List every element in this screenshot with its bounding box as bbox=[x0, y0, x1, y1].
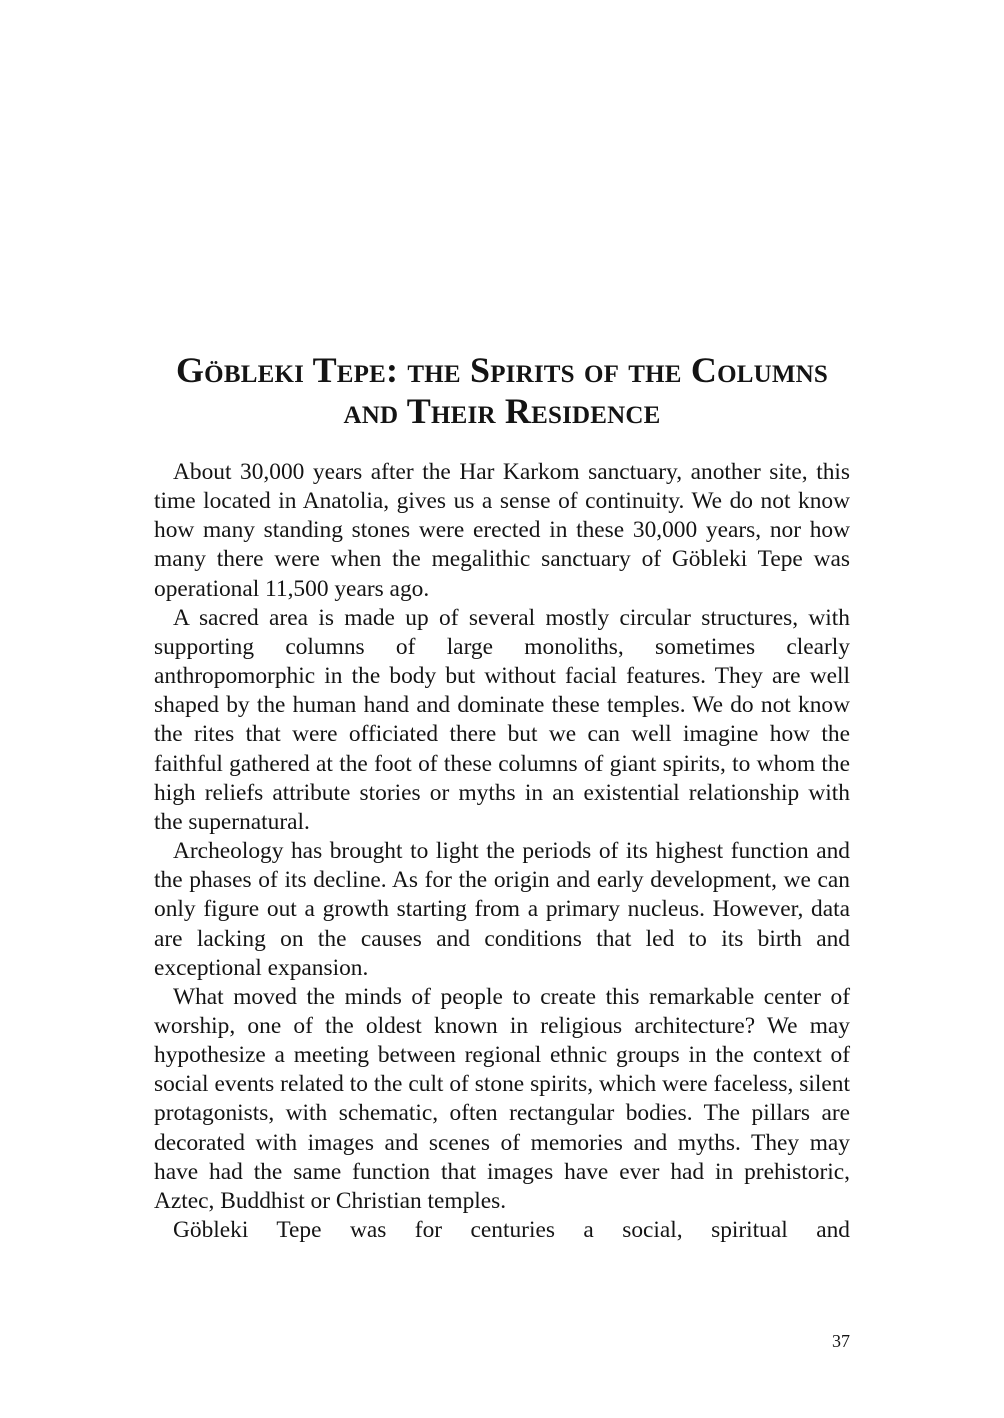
page-number: 37 bbox=[832, 1331, 850, 1351]
chapter-title-line-2: and Their Residence bbox=[343, 391, 661, 431]
paragraph-3: Archeology has brought to light the periods of its highest function and the phases of its decline. As for the origin and early development, we can only figure out a growth starting from a primary nucleus. However, data are lacking on the causes and conditions that led to its birth and exceptional expansion. bbox=[154, 838, 850, 981]
paragraph-1: About 30,000 years after the Har Karkom sanctuary, another site, this time located in Anatolia, gives us a sense of continuity. We do not know how many standing stones were erected in these 30,000 years, nor how many there were when the megalithic sanctuary of Göbleki Tepe was operational 11,500 years ago. bbox=[154, 459, 850, 602]
paragraph-2: A sacred area is made up of several mostly circular structures, with supporting columns of large monoliths, sometimes clearly anthropomorphic in the body but without facial features. They are well shaped by the human hand and dominate these temples. We do not know the rites that were officiated there but we can well imagine how the faithful gathered at the foot of these columns of giant spirits, to whom the high reliefs attribute stories or myths in an existential relationship with the supernatural. bbox=[154, 604, 850, 835]
paragraph-4: What moved the minds of people to create this remarkable center of worship, one of the oldest known in religious architecture? We may hypothesize a meeting between regional ethnic groups in the context of social events related to the cult of stone spirits, which were faceless, silent protagonists, with schematic, often rectangular bodies. The pillars are decorated with images and scenes of memories and myths. They may have had the same function that images have ever had in prehistoric, Aztec, Buddhist or Christian temples. bbox=[154, 983, 850, 1214]
paragraph-5: Göbleki Tepe was for centuries a social, spiritual and bbox=[173, 1217, 850, 1244]
chapter-title-line-1: Göbleki Tepe: the Spirits of the Columns bbox=[175, 350, 829, 390]
body-text bbox=[154, 458, 850, 1245]
chapter-title bbox=[140, 350, 864, 432]
